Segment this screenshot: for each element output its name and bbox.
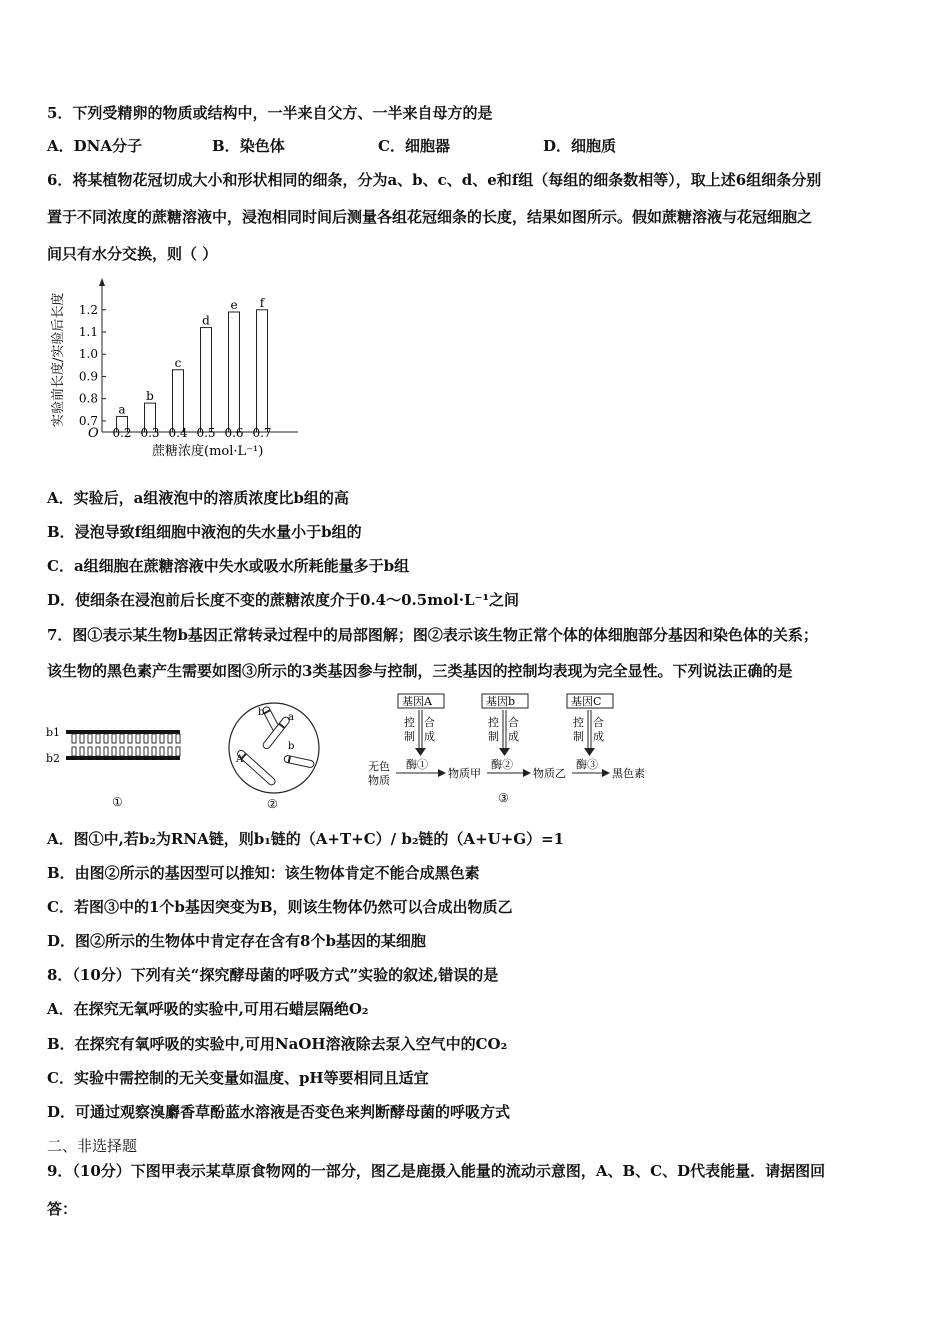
gene-label-b-bottom: b — [288, 741, 295, 752]
q5-option-a: A．DNA分子 — [47, 137, 142, 155]
pathway-arrowhead-1 — [438, 769, 446, 777]
chart-bar — [229, 312, 240, 432]
base-b1 — [176, 734, 180, 743]
chart-y-tick-label: 1.0 — [78, 347, 98, 362]
chart-bar-label: a — [118, 402, 126, 417]
chart-x-tick-label: 0.6 — [224, 426, 244, 440]
chart-bar-label: f — [259, 295, 265, 310]
bar-chart — [40, 272, 310, 464]
chart-bar — [201, 328, 212, 432]
control-label-2d: 成 — [508, 730, 519, 743]
q5-option-d: D．细胞质 — [543, 137, 617, 155]
base-b2 — [144, 747, 148, 756]
chart-bar-label: b — [146, 389, 154, 404]
figure-2-cell — [226, 696, 326, 814]
enzyme-3-label: 酶③ — [576, 758, 598, 771]
chart-bar-label: e — [230, 298, 238, 312]
q6-option-d: D．使细条在浸泡前后长度不变的蔗糖浓度介于0.4～0.5mol·L⁻¹之间 — [47, 591, 520, 609]
chart-xlabel: 蔗糖浓度(mol·L⁻¹) — [152, 444, 264, 459]
strand-b2-label: b2 — [46, 752, 61, 765]
control-label-1a: 控 — [404, 716, 415, 729]
chart-y-tick-label: 1.1 — [78, 325, 98, 339]
chart-bar-label: d — [202, 313, 210, 328]
control-label-3b: 制 — [573, 730, 584, 743]
base-b2 — [168, 747, 172, 756]
enzyme-2-label: 酶② — [491, 758, 513, 771]
base-b2 — [72, 747, 76, 756]
q5-option-c: C．细胞器 — [378, 137, 450, 155]
base-b2 — [176, 747, 180, 756]
q9-stem-line-2: 答： — [47, 1200, 78, 1218]
base-b1 — [152, 734, 156, 743]
chart-x-tick-label: 0.5 — [196, 426, 216, 440]
base-b1 — [80, 734, 84, 743]
chart-bar-label: c — [174, 355, 182, 370]
figure-1-caption: ① — [112, 795, 123, 809]
figure-3-caption: ③ — [498, 791, 509, 805]
base-b1 — [104, 734, 108, 743]
chart-x-tick-label: 0.4 — [168, 426, 188, 440]
q8-option-d: D．可通过观察溴麝香草酚蓝水溶液是否变色来判断酵母菌的呼吸方式 — [47, 1103, 511, 1121]
chromosome-4 — [284, 755, 315, 768]
gene-box-C-label: 基因C — [571, 695, 602, 708]
gene-label-b-top: b — [258, 707, 265, 718]
q8-option-a: A．在探究无氧呼吸的实验中,可用石蜡层隔绝O₂ — [47, 1000, 369, 1018]
base-b1 — [88, 734, 92, 743]
control-label-1b: 制 — [404, 730, 415, 743]
control-label-2a: 控 — [488, 716, 499, 729]
control-label-2c: 合 — [508, 716, 519, 729]
chart-y-tick-label: 1.2 — [78, 302, 98, 317]
base-b2 — [152, 747, 156, 756]
product-3-label: 黑色素 — [612, 767, 645, 780]
base-b1 — [168, 734, 172, 743]
gene-label-A: A — [236, 754, 244, 765]
chart-x-tick-label: 0.2 — [112, 426, 132, 440]
q7-option-c: C．若图③中的1个b基因突变为B，则该生物体仍然可以合成出物质乙 — [47, 898, 513, 916]
base-b2 — [80, 747, 84, 756]
control-arrow-2 — [499, 748, 510, 756]
base-b2 — [96, 747, 100, 756]
figure-3-pathway — [360, 690, 660, 808]
base-b2 — [136, 747, 140, 756]
section-heading: 二、非选择题 — [47, 1137, 138, 1155]
q8-option-b: B．在探究有氧呼吸的实验中,可用NaOH溶液除去泵入空气中的CO₂ — [47, 1035, 508, 1053]
base-b1 — [128, 734, 132, 743]
base-b2 — [104, 747, 108, 756]
q9-stem-line-1: 9．（10分）下图甲表示某草原食物网的一部分，图乙是鹿摄入能量的流动示意图，A、B、C、D代表能量．请据图回 — [47, 1162, 826, 1180]
strand-b1-label: b1 — [46, 726, 61, 739]
chart-x-tick-label: 0.7 — [252, 426, 272, 440]
chart-y-axis-arrow — [99, 278, 105, 286]
pathway-arrowhead-2 — [523, 769, 531, 777]
q6-stem-line-2: 置于不同浓度的蔗糖溶液中，浸泡相同时间后测量各组花冠细条的长度，结果如图所示。假如蔗糖溶液与花冠细胞之 — [47, 208, 813, 226]
control-arrow-3 — [584, 748, 595, 756]
product-2-label: 物质乙 — [533, 767, 566, 780]
q6-stem-line-1: 6．将某植物花冠切成大小和形状相同的细条，分为a、b、c、d、e和f组（每组的细条数相等），取上述6组细条分别 — [47, 171, 822, 189]
control-label-2b: 制 — [488, 730, 499, 743]
figure-2-caption: ② — [267, 797, 278, 811]
q6-option-a: A．实验后，a组液泡中的溶质浓度比b组的高 — [47, 489, 349, 507]
control-label-3d: 成 — [593, 730, 604, 743]
base-b1 — [96, 734, 100, 743]
strand-b2 — [66, 756, 180, 760]
control-label-1c: 合 — [424, 716, 435, 729]
q8-option-c: C．实验中需控制的无关变量如温度、pH等要相同且适宜 — [47, 1069, 429, 1087]
q7-stem-line-2: 该生物的黑色素产生需要如图③所示的3类基因参与控制，三类基因的控制均表现为完全显性。下列说法正确的是 — [47, 662, 793, 680]
gene-box-b-label: 基因b — [486, 695, 516, 708]
chart-origin-label: O — [88, 426, 99, 441]
q6-option-b: B．浸泡导致f组细胞中液泡的失水量小于b组的 — [47, 523, 362, 541]
base-b1 — [120, 734, 124, 743]
start-label-1: 无色 — [368, 760, 390, 773]
control-arrow-1 — [415, 748, 426, 756]
base-b2 — [88, 747, 92, 756]
q7-stem-line-1: 7．图①表示某生物b基因正常转录过程中的局部图解；图②表示该生物正常个体的体细胞部分基因和染色体的关系； — [47, 626, 818, 644]
chart-y-tick-label: 0.8 — [78, 391, 98, 406]
enzyme-1-label: 酶① — [406, 758, 428, 771]
q8-stem: 8．（10分）下列有关“探究酵母菌的呼吸方式”实验的叙述,错误的是 — [47, 966, 499, 984]
base-b2 — [120, 747, 124, 756]
product-1-label: 物质甲 — [448, 767, 481, 780]
figure-1-transcription — [44, 720, 189, 812]
base-b2 — [160, 747, 164, 756]
base-b1 — [112, 734, 116, 743]
base-b1 — [144, 734, 148, 743]
chart-y-tick-label: 0.7 — [78, 413, 98, 428]
start-label-2: 物质 — [368, 774, 390, 787]
base-b2 — [128, 747, 132, 756]
strand-b1 — [66, 730, 180, 734]
gene-box-A-label: 基因A — [402, 695, 432, 708]
base-b1 — [160, 734, 164, 743]
q6-stem-line-3: 间只有水分交换，则（ ） — [47, 245, 218, 263]
q7-option-a: A．图①中,若b₂为RNA链，则b₁链的（A+T+C）/ b₂链的（A+U+G）=1 — [47, 830, 565, 848]
chart-y-tick-label: 0.9 — [78, 369, 98, 384]
chart-ylabel: 实验前长度/实验后长度 — [51, 292, 66, 427]
control-label-3a: 控 — [573, 716, 584, 729]
q7-option-d: D．图②所示的生物体中肯定存在含有8个b基因的某细胞 — [47, 932, 426, 950]
q5-stem: 5．下列受精卵的物质或结构中，一半来自父方、一半来自母方的是 — [47, 104, 493, 122]
control-label-3c: 合 — [593, 716, 604, 729]
base-b1 — [136, 734, 140, 743]
control-label-1d: 成 — [424, 730, 435, 743]
gene-label-a: a — [288, 712, 294, 723]
chart-x-tick-label: 0.3 — [140, 426, 160, 440]
chart-bar — [173, 370, 184, 432]
base-b1 — [72, 734, 76, 743]
q7-option-b: B．由图②所示的基因型可以推知：该生物体肯定不能合成黑色素 — [47, 864, 480, 882]
q6-option-c: C．a组细胞在蔗糖溶液中失水或吸水所耗能量多于b组 — [47, 557, 410, 575]
q5-option-b: B．染色体 — [212, 137, 285, 155]
base-b2 — [112, 747, 116, 756]
chart-bar — [257, 310, 268, 432]
pathway-arrowhead-3 — [602, 769, 610, 777]
